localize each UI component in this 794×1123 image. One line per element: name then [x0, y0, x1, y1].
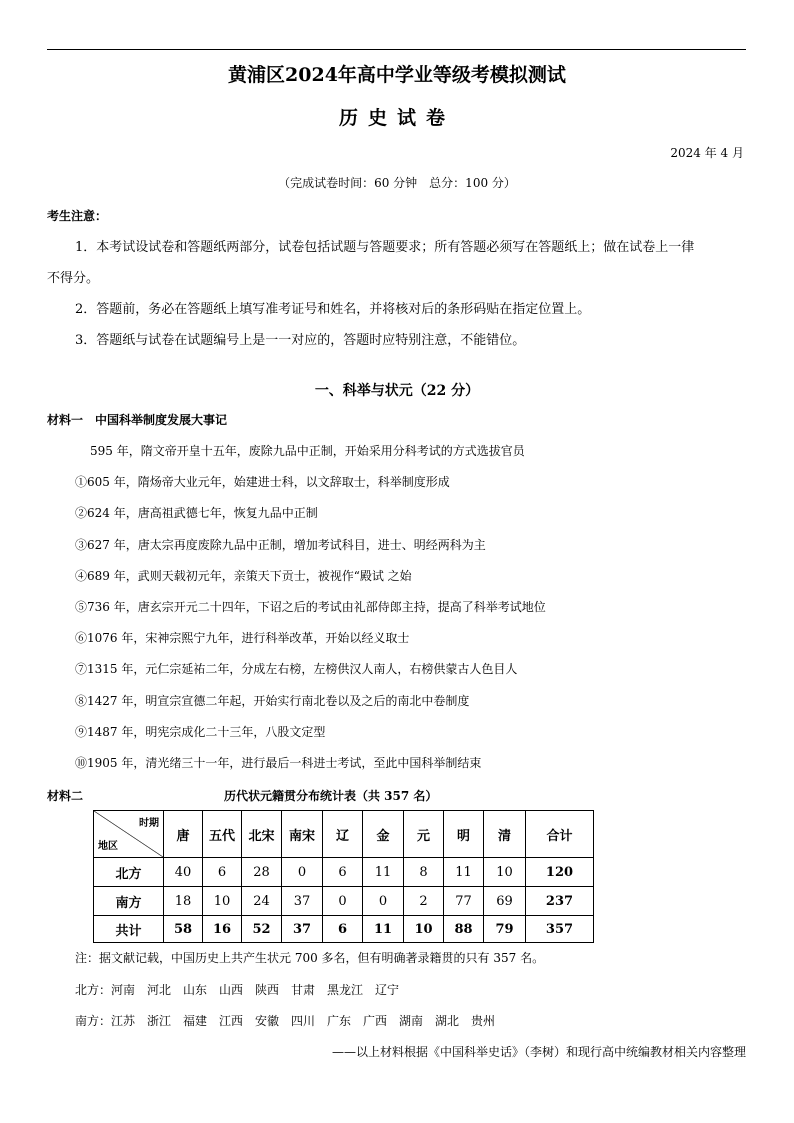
notice-item: 不得分。: [47, 271, 100, 286]
section-title: 一、科举与状元（22 分）: [314, 383, 480, 399]
column-header: 辽: [323, 811, 363, 858]
column-header: 合计: [526, 811, 594, 858]
table-cell: 11: [363, 858, 404, 887]
row-label: 北方: [94, 858, 164, 887]
table-cell: 16: [203, 916, 242, 943]
event-item: ④689 年，武则天载初元年，亲策天下贡士，被视作“殿试 之始: [75, 568, 412, 583]
table-cell: 52: [242, 916, 282, 943]
event-item: ⑩1905 年，清光绪三十一年，进行最后一科进士考试，至此中国科举制结束: [75, 756, 482, 770]
corner-region-label: 地区: [98, 841, 118, 852]
table-row: [94, 858, 594, 887]
zhuangyuan-table: [93, 810, 594, 943]
table-cell: 37: [282, 916, 323, 943]
column-header: 北宋: [242, 811, 282, 858]
event-item: ③627 年，唐太宗再度废除九品中正制，增加考试科目，进士、明经两科为主: [75, 537, 486, 552]
notice-item: 3．答题纸与试卷在试题编号上是一一对应的，答题时应特别注意，不能错位。: [75, 333, 526, 348]
row-label: 南方: [94, 887, 164, 916]
table-note: 注：据文献记载，中国历史上共产生状元 700 多名，但有明确著录籍贯的只有 357 名。: [75, 951, 545, 965]
table-cell: 28: [242, 858, 282, 887]
event-item: 595 年，隋文帝开皇十五年，废除九品中正制，开始采用分科考试的方式选拔官员: [90, 444, 525, 458]
event-item: ②624 年，唐高祖武德七年，恢复九品中正制: [75, 506, 318, 521]
table-cell: 6: [323, 858, 363, 887]
table-cell: 58: [164, 916, 203, 943]
column-header: 元: [404, 811, 444, 858]
table-title: 历代状元籍贯分布统计表（共 357 名）: [224, 789, 438, 803]
event-item: ⑦1315 年，元仁宗延祐二年，分成左右榜，左榜供汉人南人，右榜供蒙古人色目人: [75, 662, 518, 677]
table-cell: 37: [282, 887, 323, 916]
material2-label: 材料二: [47, 789, 84, 803]
table-row: [94, 887, 594, 916]
table-cell: 8: [404, 858, 444, 887]
exam-subtitle: 历史试卷: [338, 107, 455, 129]
column-header: 金: [363, 811, 404, 858]
corner-period-label: 时期: [139, 818, 159, 829]
table-cell: 69: [484, 887, 526, 916]
table-cell: 10: [203, 887, 242, 916]
row-label: 共计: [94, 916, 164, 943]
table-cell: 120: [526, 858, 594, 887]
table-cell: 88: [444, 916, 484, 943]
table-cell: 18: [164, 887, 203, 916]
notice-item: 1．本考试设试卷和答题纸两部分，试卷包括试题与答题要求；所有答题必须写在答题纸上；做在试卷上一律: [75, 240, 695, 255]
table-cell: 77: [444, 887, 484, 916]
table-cell: 24: [242, 887, 282, 916]
table-cell: 0: [323, 887, 363, 916]
north-provinces: 北方：河南 河北 山东 山西 陕西 甘肃 黑龙江 辽宁: [75, 983, 400, 997]
table-cell: 10: [404, 916, 444, 943]
source-note: ——以上材料根据《中国科举史话》（李树）和现行高中统编教材相关内容整理: [331, 1045, 746, 1059]
table-cell: 10: [484, 858, 526, 887]
time-info: （完成试卷时间：60 分钟 总分：100 分）: [278, 176, 516, 190]
table-cell: 237: [526, 887, 594, 916]
table-cell: 0: [363, 887, 404, 916]
column-header: 明: [444, 811, 484, 858]
table-cell: 2: [404, 887, 444, 916]
table-cell: 40: [164, 858, 203, 887]
event-item: ①605 年，隋炀帝大业元年，始建进士科，以文辞取士，科举制度形成: [75, 475, 450, 490]
table-cell: 0: [282, 858, 323, 887]
table-row: [94, 916, 594, 943]
header-rule: [47, 49, 746, 50]
corner-cell: [94, 811, 164, 858]
table-cell: 79: [484, 916, 526, 943]
event-item: ⑧1427 年，明宣宗宣德二年起，开始实行南北卷以及之后的南北中卷制度: [75, 693, 470, 708]
table-cell: 357: [526, 916, 594, 943]
notice-item: 2．答题前，务必在答题纸上填写准考证号和姓名，并将核对后的条形码贴在指定位置上。: [75, 302, 591, 317]
table-cell: 6: [203, 858, 242, 887]
material1-label: 材料一 中国科举制度发展大事记: [47, 413, 228, 427]
event-item: ⑥1076 年，宋神宗熙宁九年，进行科举改革，开始以经义取士: [75, 631, 410, 646]
column-header: 五代: [203, 811, 242, 858]
notice-heading: 考生注意：: [47, 209, 108, 223]
event-item: ⑨1487 年，明宪宗成化二十三年，八股文定型: [75, 724, 326, 739]
exam-title: 黄浦区2024年高中学业等级考模拟测试: [228, 64, 566, 86]
south-provinces: 南方：江苏 浙江 福建 江西 安徽 四川 广东 广西 湖南 湖北 贵州: [75, 1014, 496, 1028]
table-cell: 6: [323, 916, 363, 943]
event-item: ⑤736 年，唐玄宗开元二十四年，下诏之后的考试由礼部侍郎主持，提高了科举考试地位: [75, 600, 546, 614]
column-header: 唐: [164, 811, 203, 858]
table-cell: 11: [363, 916, 404, 943]
column-header: 南宋: [282, 811, 323, 858]
table-cell: 11: [444, 858, 484, 887]
column-header: 清: [484, 811, 526, 858]
exam-date: 2024 年 4 月: [670, 146, 744, 160]
